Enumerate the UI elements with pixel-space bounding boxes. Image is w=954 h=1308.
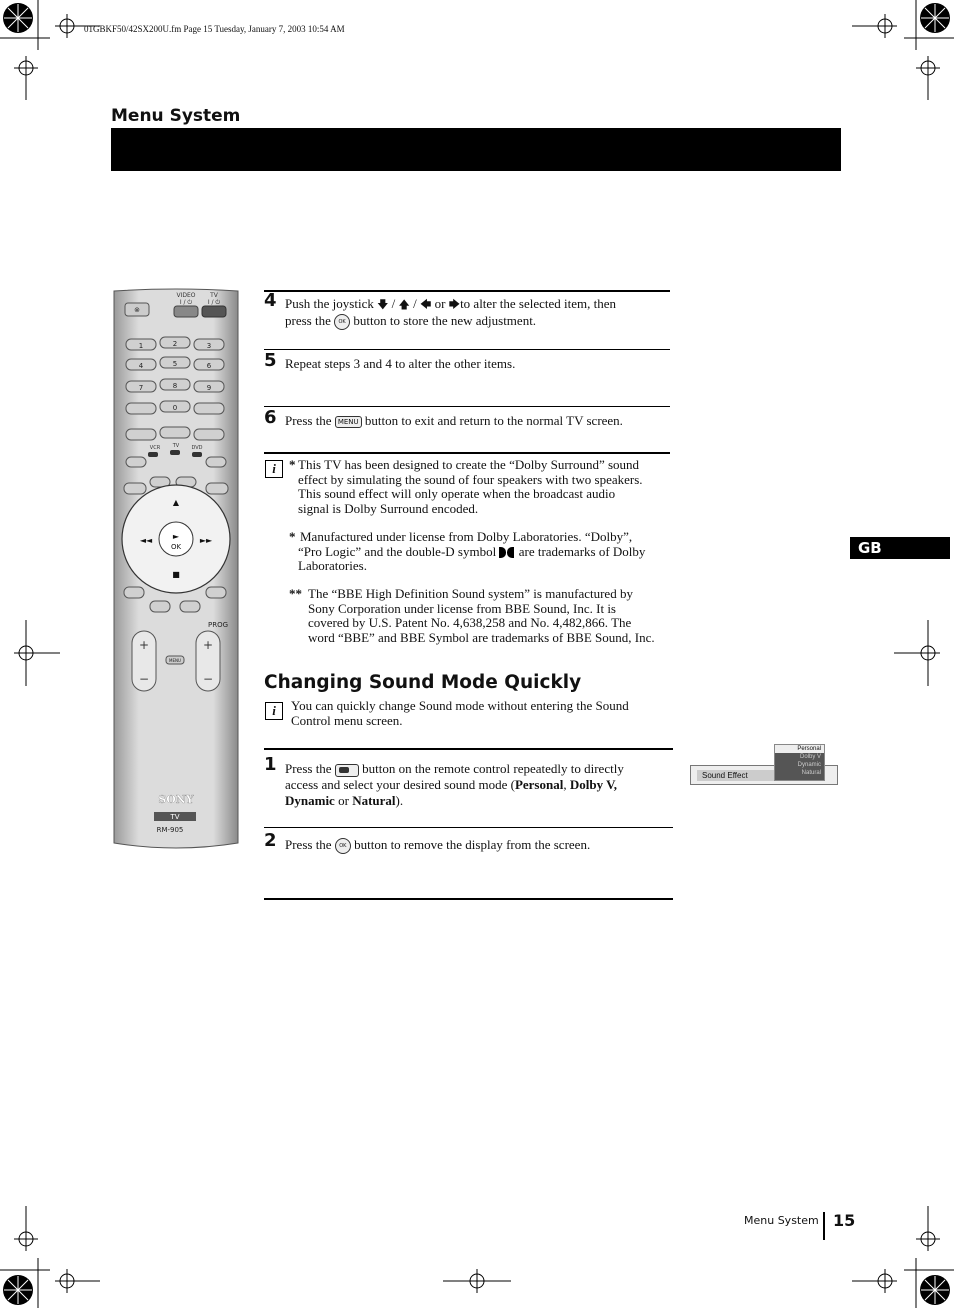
step-6-text: Press the MENU button to exit and return to the normal TV screen.	[285, 413, 623, 428]
svg-text:−: −	[202, 672, 214, 686]
remote-tv-top-label: TV	[210, 292, 218, 299]
ok-button-icon: OK	[334, 314, 350, 330]
svg-text:3: 3	[206, 342, 212, 350]
arrow-left-icon: 🡄	[419, 299, 432, 312]
osd-option: Dolby V	[799, 754, 821, 760]
remote-control-illustration	[110, 287, 242, 852]
osd-option: Natural	[801, 770, 821, 776]
rule-top	[264, 290, 670, 292]
quick-intro: You can quickly change Sound mode without entering the Sound Control menu screen.	[291, 698, 629, 728]
quick-step-1-text: Press the button on the remote control repeatedly to directly access and select your desired sound mode (Personal, Dolby V, Dynamic or Natural).	[285, 761, 624, 808]
step-number: 5	[264, 350, 277, 371]
svg-text:DVD: DVD	[191, 445, 203, 451]
osd-option: Dynamic	[797, 762, 821, 768]
rule	[264, 827, 673, 828]
section-title: Menu System	[111, 106, 241, 126]
note-dolby-license: * Manufactured under license from Dolby Laboratories. “Dolby”, “Pro Logic” and the double-D symbol are trademarks of Dolby Laboratories.	[289, 529, 646, 574]
svg-text:OK: OK	[170, 543, 182, 551]
step-number: 2	[264, 830, 277, 851]
note-dolby-surround: * This TV has been designed to create the “Dolby Surround” sound effect by simulating the sound of four speakers with two speakers. This sound effect will only operate when the broadcast audio signal is Dolby Surround encoded.	[289, 457, 643, 516]
svg-text:2: 2	[172, 340, 178, 348]
arrow-down-icon: 🡇	[377, 299, 389, 312]
svg-text:⊗: ⊗	[134, 306, 140, 314]
step-4-text: Push the joystick 🡇 / 🡅 / 🡄 or 🡆to alter the selected item, then press the OK button to store the new adjustment.	[285, 296, 675, 330]
step-5-text: Repeat steps 3 and 4 to alter the other items.	[285, 356, 516, 371]
svg-text:9: 9	[206, 384, 212, 392]
svg-text:MENU: MENU	[169, 658, 181, 663]
double-d-icon	[499, 547, 515, 558]
title-bar	[111, 128, 841, 171]
osd-option-selected: Personal	[775, 745, 824, 753]
svg-text:+: +	[202, 638, 214, 652]
rule	[264, 748, 673, 750]
footer-section-label: Menu System	[744, 1214, 819, 1227]
step-number: 6	[264, 407, 277, 428]
sound-mode-button-icon	[335, 764, 359, 777]
svg-text:7: 7	[138, 384, 144, 392]
svg-text:8: 8	[172, 382, 178, 390]
step-number: 4	[264, 290, 277, 311]
svg-text:TV: TV	[172, 443, 180, 449]
arrow-right-icon: 🡆	[448, 299, 461, 312]
rule	[264, 406, 670, 407]
svg-text:►: ►	[172, 532, 180, 541]
arrow-up-icon: 🡅	[398, 299, 410, 312]
osd-label: Sound Effect	[697, 770, 777, 781]
svg-text:PROG: PROG	[208, 621, 229, 629]
svg-text:►►: ►►	[199, 536, 213, 545]
remote-power-label-1: I / ⏻	[179, 299, 193, 306]
file-info-header: 01GBKF50/42SX200U.fm Page 15 Tuesday, January 7, 2003 10:54 AM	[84, 24, 345, 34]
svg-text:▲: ▲	[172, 498, 180, 507]
info-icon: i	[265, 702, 283, 720]
osd-options-list	[774, 744, 825, 781]
svg-text:−: −	[138, 672, 150, 686]
rule	[264, 452, 670, 454]
ok-button-icon: OK	[335, 838, 351, 854]
svg-text:VCR: VCR	[149, 445, 161, 451]
step-number: 1	[264, 754, 277, 775]
svg-text:■: ■	[172, 570, 180, 579]
rule	[264, 349, 670, 350]
svg-text:6: 6	[206, 362, 212, 370]
note-bbe: ** The “BBE High Definition Sound system” is manufactured by Sony Corporation under license from BBE Sound, Inc. It is covered by U.S. Patent No. 4,638,258 and No. 4,482,866. The word “BBE” and BBE Symbol are trademarks of BBE Sound, Inc.	[289, 586, 655, 645]
quick-step-2-text: Press the OK button to remove the display from the screen.	[285, 837, 675, 854]
svg-text:RM-905: RM-905	[156, 826, 184, 834]
svg-text:1: 1	[138, 342, 144, 350]
footer-divider	[823, 1212, 825, 1240]
svg-text:0: 0	[172, 404, 178, 412]
svg-text:4: 4	[138, 362, 144, 370]
menu-button-icon: MENU	[335, 416, 362, 428]
svg-text:5: 5	[172, 360, 178, 368]
language-tab: GB	[850, 537, 950, 559]
page-number: 15	[833, 1211, 856, 1230]
rule-bottom	[264, 898, 673, 900]
svg-text:TV: TV	[170, 813, 180, 821]
info-icon: i	[265, 460, 283, 478]
remote-power-label-2: I / ⏻	[207, 299, 221, 306]
svg-text:SONY: SONY	[158, 793, 194, 806]
svg-text:◄◄: ◄◄	[139, 536, 153, 545]
remote-video-label: VIDEO	[176, 292, 196, 299]
subsection-title: Changing Sound Mode Quickly	[264, 672, 582, 693]
svg-text:+: +	[138, 638, 150, 652]
